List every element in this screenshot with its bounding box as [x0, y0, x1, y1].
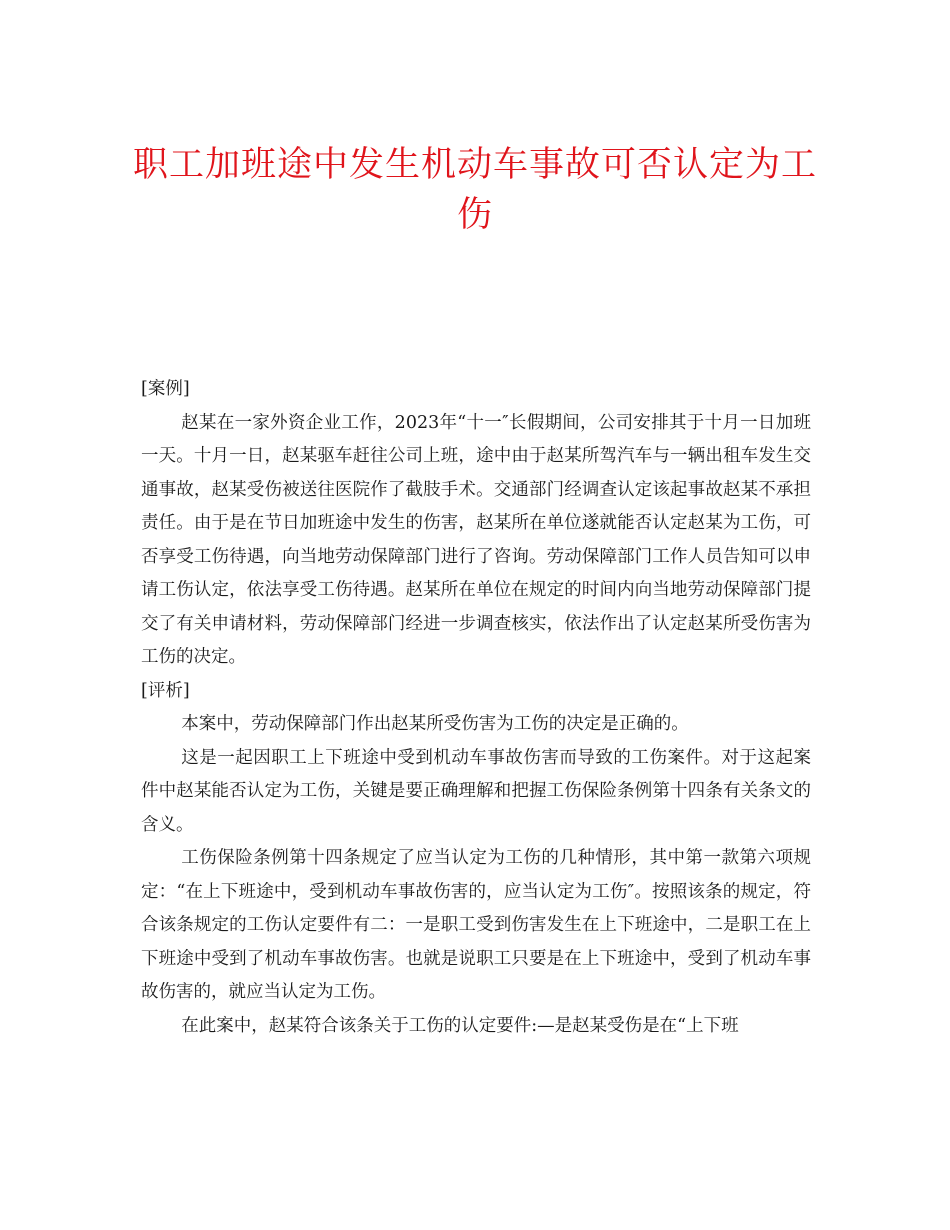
section-label-case: [案例] — [141, 379, 190, 399]
document-body — [141, 373, 811, 1043]
page-title: 职工加班途中发生机动车事故可否认定为工伤 — [132, 145, 817, 235]
paragraph-analysis-2: 这是一起因职工上下班途中受到机动车事故伤害而导致的工伤案件。对于这起案件中赵某能否认定为工伤，关键是要正确理解和把握工伤保险条例第十四条有关条文的含义。 — [141, 747, 811, 835]
paragraph-case-body: 赵某在一家外资企业工作，2023年“十一″长假期间，公司安排其于十月一日加班一天。十月一日，赵某驱车赶往公司上班，途中由于赵某所驾汽车与一辆出租车发生交通事故，赵某受伤被送往医院作了截肢手术。交通部门经调查认定该起事故赵某不承担责任。由于是在节日加班途中发生的伤害，赵某所在单位遂就能否认定赵某为工伤，可否享受工伤待遇，向当地劳动保障部门进行了咨询。劳动保障部门工作人员告知可以申请工伤认定，依法享受工伤待遇。赵某所在单位在规定的时间内向当地劳动保障部门提交了有关申请材料，劳动保障部门经进一步调查核实，依法作出了认定赵某所受伤害为工伤的决定。 — [141, 412, 811, 667]
section-label-analysis: [评析] — [141, 680, 190, 701]
paragraph-analysis-4: 在此案中，赵某符合该条关于工伤的认定要件:—是赵某受伤是在“上下班 — [181, 1015, 739, 1036]
paragraph-analysis-3: 工伤保险条例第十四条规定了应当认定为工伤的几种情形，其中第一款第六项规定：“在上下班途中，受到机动车事故伤害的，应当认定为工伤″。按照该条的规定，符合该条规定的工伤认定要件有二：一是职工受到伤害发生在上下班途中，二是职工在上下班途中受到了机动车事故伤害。也就是说职工只要是在上下班途中，受到了机动车事故伤害的，就应当认定为工伤。 — [141, 848, 811, 1002]
paragraph-analysis-1: 本案中，劳动保障部门作出赵某所受伤害为工伤的决定是正确的。 — [181, 714, 689, 734]
